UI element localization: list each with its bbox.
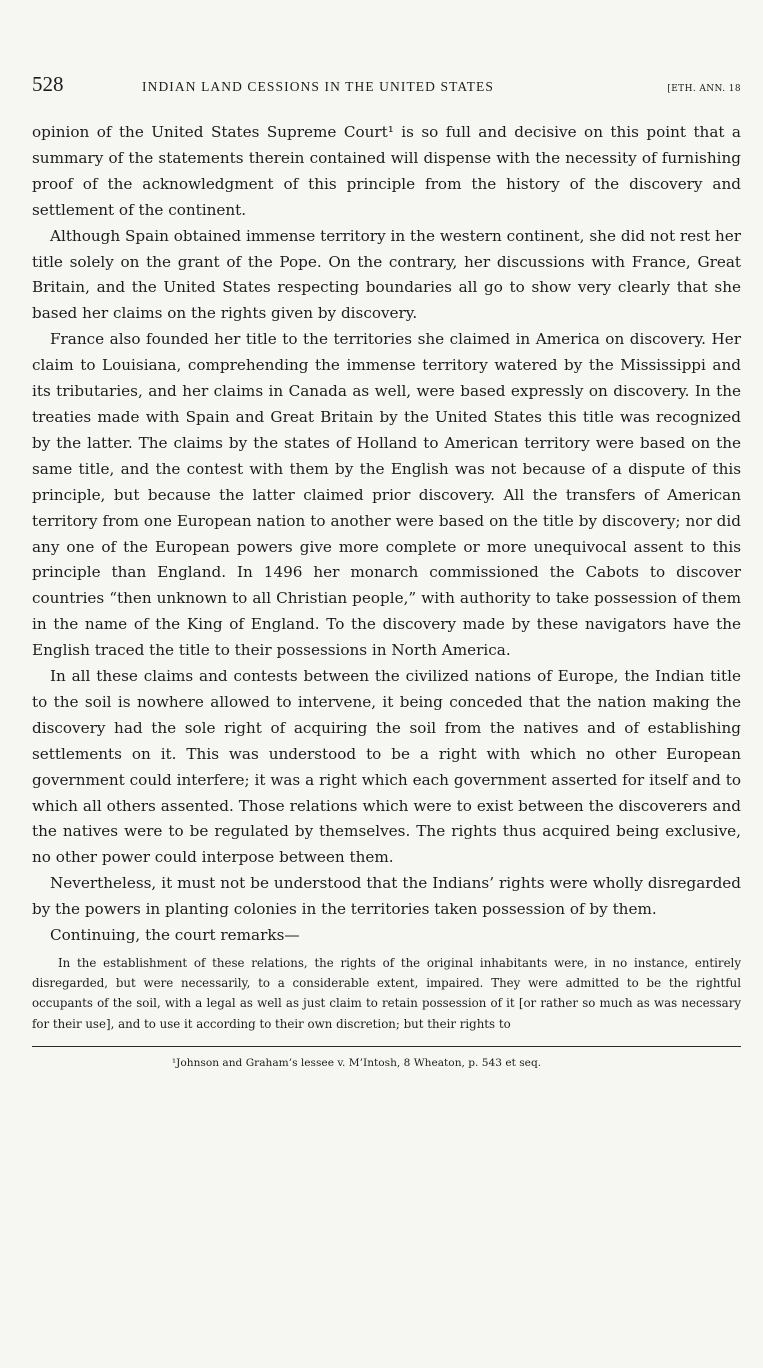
paragraph-5: Nevertheless, it must not be understood that the Indians’ rights were wholly disregarded by the powers in planting colonies in the territories taken possession of by them. bbox=[32, 874, 741, 919]
paragraph-2: Although Spain obtained immense territory in the western continent, she did not rest her title solely on the grant of the Pope. On the contrary, her discussions with France, Great Britain, and the United States respecting boundaries all go to show very clearly that she based her claims on the rights given by discovery. bbox=[32, 226, 741, 323]
footnote-rule bbox=[32, 1046, 741, 1047]
body-text bbox=[32, 120, 741, 949]
page-number: 528 bbox=[32, 72, 64, 96]
paragraph-4: In all these claims and contests between the civilized nations of Europe, the Indian title to the soil is nowhere allowed to intervene, it being conceded that the nation making the discovery had the sole right of acquiring the soil from the natives and of establishing settlements on it. This was understood to be a right with which no other European government could interfere; it was a right which each government asserted for itself and to which all others assented. Those relations which were to exist between the discoverers and the natives were to be regulated by themselves. The rights thus acquired being exclusive, no other power could interpose between them. bbox=[32, 667, 741, 867]
block-quote: In the establishment of these relations, the rights of the original inhabitants were, in no instance, entirely disregarded, but were necessarily, to a considerable extent, impaired. They were admitted to be the rightful occupants of the soil, with a legal as well as just claim to retain possession of it [or rather so much as was necessary for their use], and to use it according to their own discretion; but their rights to bbox=[32, 956, 741, 1031]
footnote: ¹Johnson and Graham’s lessee v. M’Intosh, 8 Wheaton, p. 543 et seq. bbox=[171, 1056, 542, 1069]
report-reference: [ETH. ANN. 18 bbox=[667, 84, 741, 94]
running-title: INDIAN LAND CESSIONS IN THE UNITED STATES bbox=[142, 79, 495, 94]
paragraph-6: Continuing, the court remarks— bbox=[50, 926, 300, 945]
paragraph-3: France also founded her title to the territories she claimed in America on discovery. Her claim to Louisiana, comprehending the immense territory watered by the Mississippi and its tributaries, and her claims in Canada as well, were based expressly on discovery. In the treaties made with Spain and Great Britain by the United States this title was recognized by the latter. The claims by the states of Holland to American territory were based on the same title, and the contest with them by the English was not because of a dispute of this principle, but because the latter claimed prior discovery. All the transfers of American territory from one European nation to another were based on the title by discovery; nor did any one of the European powers give more complete or more unequivocal assent to this principle than England. In 1496 her monarch commissioned the Cabots to discover countries “then unknown to all Christian people,” with authority to take possession of them in the name of the King of England. To the discovery made by these navigators have the English traced the title to their possessions in North America. bbox=[32, 330, 741, 660]
running-head bbox=[32, 72, 741, 102]
paragraph-1: opinion of the United States Supreme Court¹ is so full and decisive on this point that a summary of the statements therein contained will dispense with the necessity of furnishing proof of the acknowledgment of this principle from the history of the discovery and settlement of the continent. bbox=[32, 123, 741, 219]
